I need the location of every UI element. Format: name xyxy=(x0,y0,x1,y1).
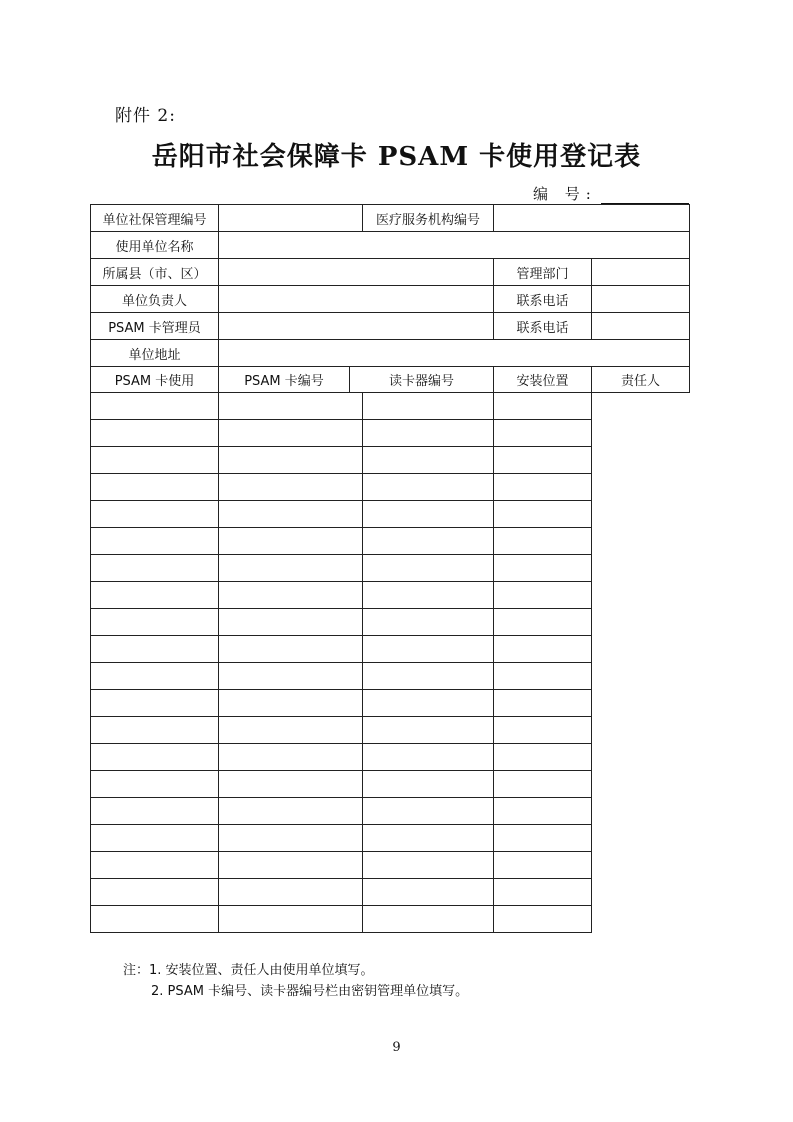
responsible-person-cell[interactable] xyxy=(494,474,592,501)
user-unit-name-field[interactable] xyxy=(219,232,690,259)
reader-id-cell[interactable] xyxy=(219,825,363,852)
page-number: 9 xyxy=(392,1040,401,1055)
unit-head-field[interactable] xyxy=(219,286,494,313)
install-location-cell[interactable] xyxy=(363,690,494,717)
psam-data-row xyxy=(91,852,690,879)
row-user-unit-name xyxy=(91,232,690,259)
reader-id-cell[interactable] xyxy=(219,447,363,474)
psam-data-row xyxy=(91,663,690,690)
reader-id-cell[interactable] xyxy=(219,393,363,420)
reader-id-cell[interactable] xyxy=(219,690,363,717)
responsible-person-cell[interactable] xyxy=(494,663,592,690)
psam-data-row xyxy=(91,420,690,447)
responsible-person-cell[interactable] xyxy=(494,528,592,555)
row-psam-admin xyxy=(91,313,690,340)
responsible-person-cell[interactable] xyxy=(494,609,592,636)
unit-social-id-label: 单位社保管理编号 xyxy=(91,205,219,232)
psam-id-cell[interactable] xyxy=(91,717,219,744)
reader-id-cell[interactable] xyxy=(219,852,363,879)
responsible-person-cell[interactable] xyxy=(494,852,592,879)
psam-data-row xyxy=(91,474,690,501)
reader-id-cell[interactable] xyxy=(219,636,363,663)
psam-id-cell[interactable] xyxy=(91,906,219,933)
reader-id-cell[interactable] xyxy=(219,879,363,906)
psam-id-cell[interactable] xyxy=(91,690,219,717)
column-header-install-location: 安装位置 xyxy=(494,367,592,393)
column-header-responsible-person: 责任人 xyxy=(592,367,690,393)
row-unit-head xyxy=(91,286,690,313)
install-location-cell[interactable] xyxy=(363,501,494,528)
psam-id-cell[interactable] xyxy=(91,447,219,474)
user-unit-name-label: 使用单位名称 xyxy=(91,232,219,259)
serial-number-row xyxy=(533,183,689,204)
psam-id-cell[interactable] xyxy=(91,501,219,528)
responsible-person-cell[interactable] xyxy=(494,690,592,717)
psam-id-cell[interactable] xyxy=(91,798,219,825)
psam-admin-label: PSAM 卡管理员 xyxy=(91,313,219,340)
dept-field[interactable] xyxy=(592,259,690,286)
notes xyxy=(123,960,468,1002)
install-location-cell[interactable] xyxy=(363,636,494,663)
psam-id-cell[interactable] xyxy=(91,528,219,555)
county-label: 所属县（市、区） xyxy=(91,259,219,286)
unit-social-id-field[interactable] xyxy=(219,205,363,232)
reader-id-cell[interactable] xyxy=(219,582,363,609)
install-location-cell[interactable] xyxy=(363,582,494,609)
psam-column-header-row xyxy=(91,367,690,393)
psam-data-row xyxy=(91,555,690,582)
medical-org-id-label: 医疗服务机构编号 xyxy=(363,205,494,232)
psam-id-cell[interactable] xyxy=(91,636,219,663)
install-location-cell[interactable] xyxy=(363,744,494,771)
responsible-person-cell[interactable] xyxy=(494,393,592,420)
install-location-cell[interactable] xyxy=(363,879,494,906)
row-unit-social-id xyxy=(91,205,690,232)
column-header-reader-id: 读卡器编号 xyxy=(350,367,494,393)
medical-org-id-field[interactable] xyxy=(494,205,690,232)
install-location-cell[interactable] xyxy=(363,393,494,420)
unit-address-label: 单位地址 xyxy=(91,340,219,367)
reader-id-cell[interactable] xyxy=(219,420,363,447)
unit-head-label: 单位负责人 xyxy=(91,286,219,313)
phone-label-2: 联系电话 xyxy=(494,313,592,340)
registration-table xyxy=(90,204,690,933)
serial-number-label: 编 号: xyxy=(533,185,597,203)
psam-data-row xyxy=(91,798,690,825)
reader-id-cell[interactable] xyxy=(219,798,363,825)
psam-data-row xyxy=(91,447,690,474)
psam-id-cell[interactable] xyxy=(91,393,219,420)
reader-id-cell[interactable] xyxy=(219,744,363,771)
install-location-cell[interactable] xyxy=(363,474,494,501)
responsible-person-cell[interactable] xyxy=(494,798,592,825)
psam-data-row xyxy=(91,609,690,636)
note-line-1: 注：1. 安装位置、责任人由使用单位填写。 xyxy=(123,963,374,978)
psam-id-cell[interactable] xyxy=(91,555,219,582)
responsible-person-cell[interactable] xyxy=(494,636,592,663)
install-location-cell[interactable] xyxy=(363,825,494,852)
phone-field-2[interactable] xyxy=(592,313,690,340)
dept-label: 管理部门 xyxy=(494,259,592,286)
row-county xyxy=(91,259,690,286)
psam-id-cell[interactable] xyxy=(91,879,219,906)
note-line-2: 2. PSAM 卡编号、读卡器编号栏由密钥管理单位填写。 xyxy=(151,984,469,999)
responsible-person-cell[interactable] xyxy=(494,771,592,798)
psam-id-cell[interactable] xyxy=(91,852,219,879)
unit-address-field[interactable] xyxy=(219,340,690,367)
psam-data-row xyxy=(91,906,690,933)
responsible-person-cell[interactable] xyxy=(494,825,592,852)
responsible-person-cell[interactable] xyxy=(494,555,592,582)
phone-label-1: 联系电话 xyxy=(494,286,592,313)
psam-id-cell[interactable] xyxy=(91,420,219,447)
psam-id-cell[interactable] xyxy=(91,663,219,690)
psam-id-cell[interactable] xyxy=(91,825,219,852)
psam-data-row xyxy=(91,825,690,852)
psam-data-row xyxy=(91,501,690,528)
install-location-cell[interactable] xyxy=(363,771,494,798)
psam-data-row xyxy=(91,717,690,744)
psam-data-row xyxy=(91,690,690,717)
reader-id-cell[interactable] xyxy=(219,771,363,798)
install-location-cell[interactable] xyxy=(363,717,494,744)
responsible-person-cell[interactable] xyxy=(494,582,592,609)
reader-id-cell[interactable] xyxy=(219,906,363,933)
psam-id-cell[interactable] xyxy=(91,771,219,798)
install-location-cell[interactable] xyxy=(363,663,494,690)
responsible-person-cell[interactable] xyxy=(494,906,592,933)
form-title: 岳阳市社会保障卡 PSAM 卡使用登记表 xyxy=(151,142,642,172)
psam-id-cell[interactable] xyxy=(91,474,219,501)
reader-id-cell[interactable] xyxy=(219,528,363,555)
reader-id-cell[interactable] xyxy=(219,501,363,528)
psam-id-cell[interactable] xyxy=(91,744,219,771)
psam-id-cell[interactable] xyxy=(91,582,219,609)
serial-number-field[interactable] xyxy=(601,187,689,204)
psam-id-cell[interactable] xyxy=(91,609,219,636)
responsible-person-cell[interactable] xyxy=(494,447,592,474)
install-location-cell[interactable] xyxy=(363,852,494,879)
install-location-cell[interactable] xyxy=(363,609,494,636)
install-location-cell[interactable] xyxy=(363,555,494,582)
reader-id-cell[interactable] xyxy=(219,555,363,582)
install-location-cell[interactable] xyxy=(363,528,494,555)
county-field[interactable] xyxy=(219,259,494,286)
reader-id-cell[interactable] xyxy=(219,717,363,744)
psam-use-label: PSAM 卡使用 xyxy=(91,367,219,393)
psam-data-row xyxy=(91,744,690,771)
responsible-person-cell[interactable] xyxy=(494,744,592,771)
install-location-cell[interactable] xyxy=(363,420,494,447)
responsible-person-cell[interactable] xyxy=(494,879,592,906)
phone-field-1[interactable] xyxy=(592,286,690,313)
install-location-cell[interactable] xyxy=(363,906,494,933)
responsible-person-cell[interactable] xyxy=(494,420,592,447)
psam-data-row xyxy=(91,636,690,663)
psam-data-row xyxy=(91,393,690,420)
attachment-label: 附件 2: xyxy=(115,106,176,126)
responsible-person-cell[interactable] xyxy=(494,717,592,744)
psam-data-row xyxy=(91,582,690,609)
psam-data-row xyxy=(91,771,690,798)
reader-id-cell[interactable] xyxy=(219,609,363,636)
reader-id-cell[interactable] xyxy=(219,663,363,690)
psam-admin-field[interactable] xyxy=(219,313,494,340)
install-location-cell[interactable] xyxy=(363,798,494,825)
responsible-person-cell[interactable] xyxy=(494,501,592,528)
column-header-psam-id: PSAM 卡编号 xyxy=(219,367,350,393)
install-location-cell[interactable] xyxy=(363,447,494,474)
reader-id-cell[interactable] xyxy=(219,474,363,501)
psam-data-row xyxy=(91,528,690,555)
row-unit-address xyxy=(91,340,690,367)
psam-data-row xyxy=(91,879,690,906)
